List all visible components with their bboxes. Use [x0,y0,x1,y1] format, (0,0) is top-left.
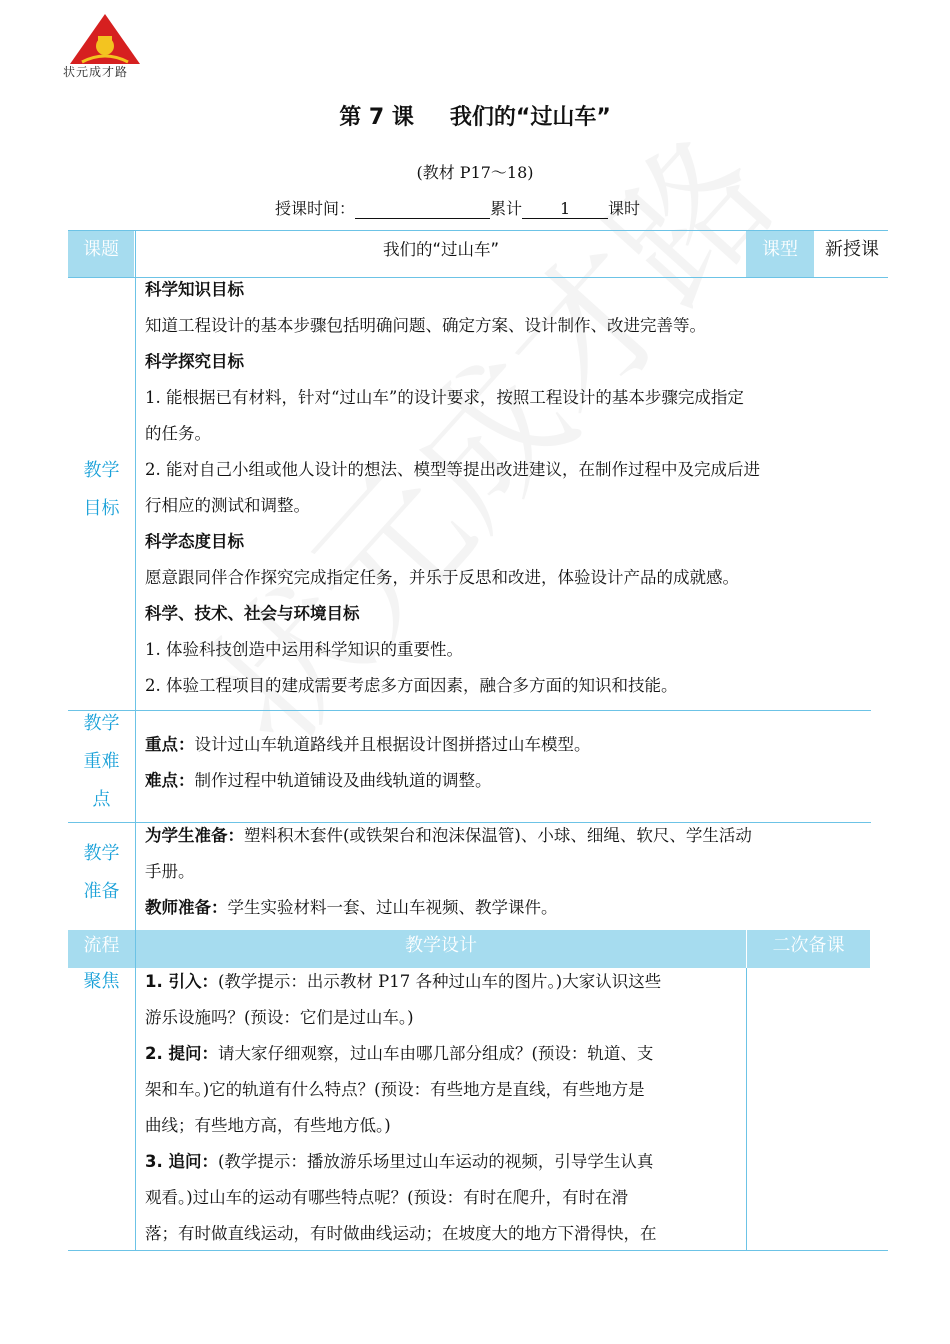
topic-value: 我们的“过山车” [382,240,500,259]
review-col-label: 二次备课 [747,930,870,968]
prep-content: 为学生准备：塑料积木套件(或铁架台和泡沫保温管)、小球、细绳、软尺、学生活动 手册。 教师准备：学生实验材料一套、过山车视频、教学课件。 [145,826,752,917]
design-col-label: 教学设计 [136,930,746,968]
total-label: 累计 [490,199,523,218]
logo-text: 状元成才路 [63,65,129,79]
goal-line: 知道工程设计的基本步骤包括明确问题、确定方案、设计制作、改进完善等。 [145,316,706,335]
page-title [0,100,950,131]
unit-label: 课时 [608,199,641,218]
goal-heading: 科学知识目标 [145,280,244,299]
type-value: 新授课 [825,239,879,260]
keypoints-content: 重点：设计过山车轨道路线并且根据设计图拼搭过山车模型。 难点：制作过程中轨道铺设及曲线轨道的调整。 [145,735,591,790]
focus-content: 1. 引入：(教学提示：出示教材 P17 各种过山车的图片。)大家认识这些 游乐设施吗？(预设：它们是过山车。) 2. 提问：请大家仔细观察，过山车由哪几部分组成？(预设：轨道、支 架和车。)它的轨道有什么特点？(预设：有些地方是直线，有些地方是 曲线；有些地方高，有些地方低。) 3. 追问：(教学提示：播放游乐场里过山车运动的视频，引导学生认真 观看。)过山车的运动有哪些特点呢？(预设：有时在爬升，有时在滑 落；有时做直线运动，有时做曲线运动；在坡度大的地方下滑得快，在 [145,972,662,1243]
goal-heading: 科学态度目标 [145,532,244,551]
flow-col-label: 流程 [68,930,135,968]
textbook-pages: (教材 P17～18) [416,163,534,182]
lesson-number: 第 7 课 [339,105,414,130]
col-divider [746,968,747,1250]
goal-line: 2. 能对自己小组或他人设计的想法、模型等提出改进建议，在制作过程中及完成后进 [145,460,760,479]
prep-label: 教学 准备 [83,843,120,902]
goal-heading: 科学、技术、社会与环境目标 [145,604,360,623]
keypoints-label: 教学 重难 点 [83,713,120,810]
time-label: 授课时间： [275,199,356,218]
goal-line: 的任务。 [145,424,211,443]
class-time-line [275,196,640,219]
goal-line: 1. 能根据已有材料，针对“过山车”的设计要求，按照工程设计的基本步骤完成指定 [145,388,744,407]
goal-line: 1. 体验科技创造中运用科学知识的重要性。 [145,640,463,659]
col-divider [135,230,136,1250]
goal-heading: 科学探究目标 [145,352,244,371]
row-divider [68,710,871,711]
total-value: 1 [522,199,608,219]
goal-line: 2. 体验工程项目的建成需要考虑多方面因素，融合多方面的知识和技能。 [145,676,678,695]
lesson-name: 我们的“过山车” [449,105,611,130]
goal-line: 愿意跟同伴合作探究完成指定任务，并乐于反思和改进，体验设计产品的成就感。 [145,568,739,587]
goals-content [145,272,870,704]
time-blank [355,199,490,219]
focus-label: 聚焦 [83,971,120,992]
topic-label: 课题 [68,231,134,277]
goals-label: 教学 目标 [83,460,120,519]
goal-line: 行相应的测试和调整。 [145,496,310,515]
type-label: 课型 [746,231,814,277]
